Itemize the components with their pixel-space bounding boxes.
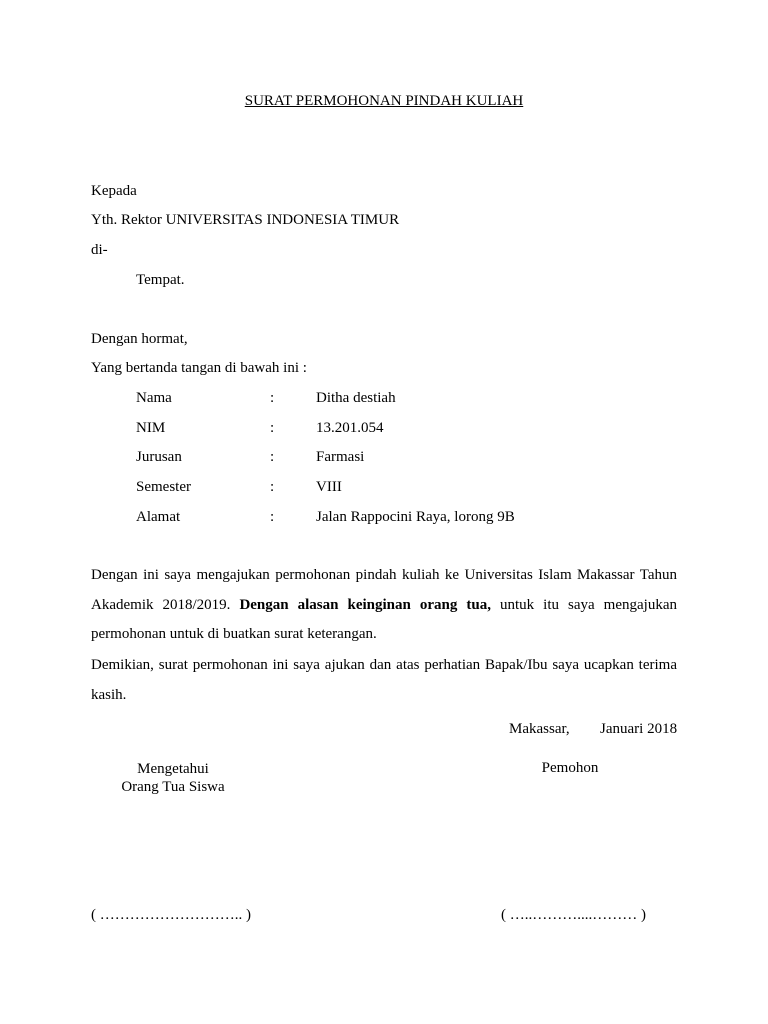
field-value: Ditha destiah [316, 390, 396, 406]
field-separator: : [270, 390, 275, 406]
field-value: 13.201.054 [316, 420, 384, 436]
field-label: Nama [136, 390, 172, 406]
intro-line: Yang bertanda tangan di bawah ini : [91, 360, 307, 376]
recipient-addressee: Yth. Rektor UNIVERSITAS INDONESIA TIMUR [91, 212, 400, 228]
body-paragraph-1 [91, 561, 677, 650]
field-label: Jurusan [136, 449, 182, 465]
recipient-location-prefix: di- [91, 242, 108, 258]
field-value: Farmasi [316, 449, 365, 465]
signature-left-line1: Mengetahui [137, 761, 209, 777]
field-separator: : [270, 509, 275, 525]
field-separator: : [270, 449, 275, 465]
field-value: Jalan Rappocini Raya, lorong 9B [316, 509, 515, 525]
signature-left-line2: Orang Tua Siswa [121, 779, 225, 795]
field-separator: : [270, 479, 275, 495]
field-separator: : [270, 420, 275, 436]
greeting: Dengan hormat, [91, 331, 188, 347]
recipient-to: Kepada [91, 183, 137, 199]
field-label: Semester [136, 479, 191, 495]
field-label: Alamat [136, 509, 181, 525]
signature-right-caption: Pemohon [541, 760, 599, 776]
letter-title: SURAT PERMOHONAN PINDAH KULIAH [244, 93, 524, 109]
place-text: Makassar, [509, 721, 570, 737]
body-reason-bold: Dengan alasan keinginan orang tua, [239, 596, 491, 613]
recipient-location: Tempat. [136, 272, 185, 288]
date-text: Januari 2018 [600, 721, 678, 737]
body-paragraph-2: Demikian, surat permohonan ini saya ajukan dan atas perhatian Bapak/Ibu saya ucapkan terima kasih. [91, 657, 677, 703]
signature-right-blank: ( …..………....……… ) [501, 907, 646, 923]
field-value: VIII [316, 479, 342, 495]
signature-left-blank: ( ……………………….. ) [91, 907, 251, 923]
signature-left-caption [108, 760, 238, 796]
body-text: untuk itu saya mengajukan permohonan untuk di buatkan surat keterangan. [91, 596, 677, 642]
field-label: NIM [136, 420, 166, 436]
body-text: Dengan ini saya mengajukan permohonan pindah kuliah ke Universitas Islam Makassar Tahun Akademik 2018/2019. [91, 567, 677, 613]
